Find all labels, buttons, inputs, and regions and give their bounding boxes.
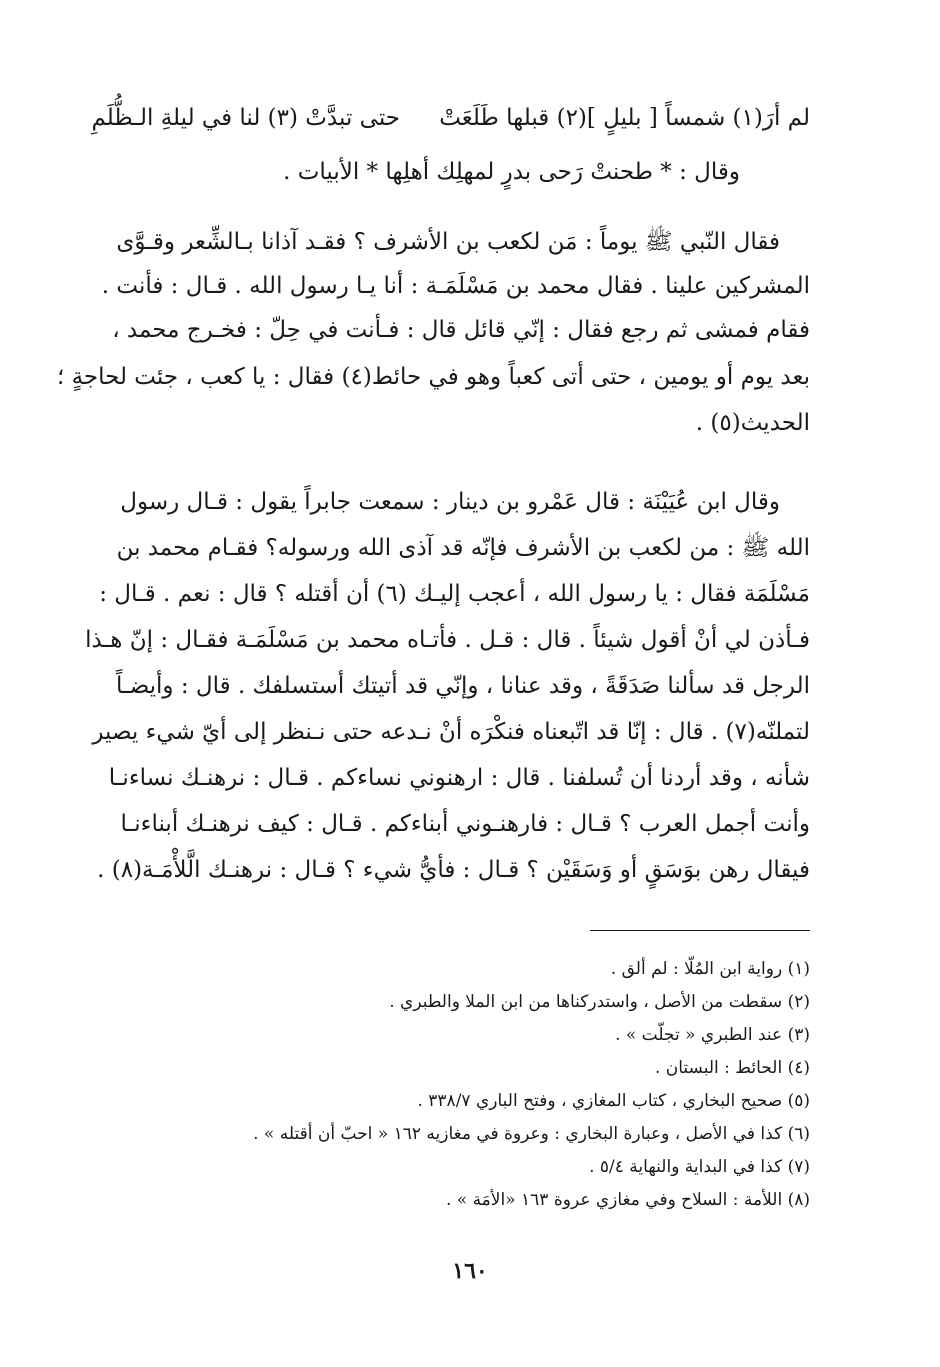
page-number: ١٦٠	[452, 1258, 488, 1284]
paragraph2-line9: فيقال رهن بوَسَقٍ أو وَسَقَيْن ؟ قـال : فأيُّ شيء ؟ قـال : نرهنـك الَّلأْمَـة(٨) .	[97, 857, 810, 883]
footnote-7: (٧) كذا في البداية والنهاية ٥/٤ .	[589, 1157, 810, 1177]
paragraph1-line1: فقال النّبي ﷺ يوماً : مَن لكعب بن الأشرف ؟ فقـد آذانا بـالشِّعر وقـوَّى	[116, 229, 780, 255]
footnote-4: (٤) الحائط : البستان .	[654, 1058, 810, 1078]
paragraph2-line4: فـأذن لي أنْ أقول شيئاً . قال : قـل . فأتـاه محمد بن مَسْلَمَـة فقـال : إنّ هـذا	[85, 627, 810, 653]
paragraph2-line5: الرجل قد سألنا صَدَقَةً ، وقد عنانا ، وإنّي قد أتيتك أستسلفك . قال : وأيضـاً	[115, 673, 810, 699]
paragraph1-line4: بعد يوم أو يومين ، حتى أتى كعباً وهو في حائط(٤) فقال : يا كعب ، جئت لحاجةٍ ؛	[56, 364, 810, 390]
paragraph1-line2: المشركين علينا . فقال محمد بن مَسْلَمَـة : أنا يـا رسول الله . قـال : فأنت .	[101, 273, 810, 299]
footnote-1: (١) رواية ابن المُلّا : لم ألق .	[610, 959, 810, 979]
footnote-3: (٣) عند الطبري « تجلّت » .	[615, 1025, 810, 1045]
footnote-separator	[590, 930, 810, 931]
footnote-5: (٥) صحيح البخاري ، كتاب المغازي ، وفتح الباري ٣٣٨/٧ .	[417, 1091, 810, 1111]
paragraph2-line2: الله ﷺ : من لكعب بن الأشرف فإنّه قد آذى الله ورسوله؟ فقـام محمد بن	[116, 535, 810, 561]
paragraph2-line3: مَسْلَمَة فقال : يا رسول الله ، أعجب إليـك (٦) أن أقتله ؟ قال : نعم . قـال :	[99, 581, 810, 607]
footnote-2: (٢) سقطت من الأصل ، واستدركناها من ابن الملا والطبري .	[389, 992, 810, 1012]
paragraph2-line1: وقال ابن عُيَيْنَة : قال عَمْرو بن دينار : سمعت جابراً يقول : قـال رسول	[120, 489, 780, 515]
paragraph1-line5: الحديث(٥) .	[695, 410, 810, 436]
footnote-8: (٨) اللأمة : السلاح وفي مغازي عروة ١٦٣ «الأمَة » .	[445, 1190, 810, 1210]
qala-line: وقال : * طحنتْ رَحى بدرٍ لمهلِك أهلِها * الأبيات .	[283, 159, 740, 185]
verse-hemistich-second: حتى تبدَّتْ (٣) لنا في ليلةِ الـظُّلَمِ	[91, 105, 400, 131]
paragraph2-line8: وأنت أجمل العرب ؟ قـال : فارهنـوني أبناءكم . قـال : كيف نرهنـك أبناءنـا	[120, 811, 810, 837]
paragraph1-line3: فقام فمشى ثم رجع فقال : إنّي قائل قال : فـأنت في حِلّ : فخـرج محمد ،	[112, 317, 810, 343]
paragraph2-line6: لتملنّه(٧) . قال : إنّا قد اتّبعناه فنكْرَه أنْ نـدعه حتى نـنظر إلى أيّ شيء يصير	[92, 719, 810, 745]
footnote-6: (٦) كذا في الأصل ، وعبارة البخاري : وعروة في مغازيه ١٦٢ « احبّ أن أقتله » .	[253, 1124, 810, 1144]
paragraph2-line7: شأنه ، وقد أردنا أن تُسلفنا . قال : ارهنوني نساءكم . قـال : نرهنـك نساءنـا	[108, 765, 810, 791]
verse-hemistich-first: لم أرَ(١) شمساً [ بليلٍ ](٢) قبلها طَلَعَتْ	[439, 105, 810, 131]
